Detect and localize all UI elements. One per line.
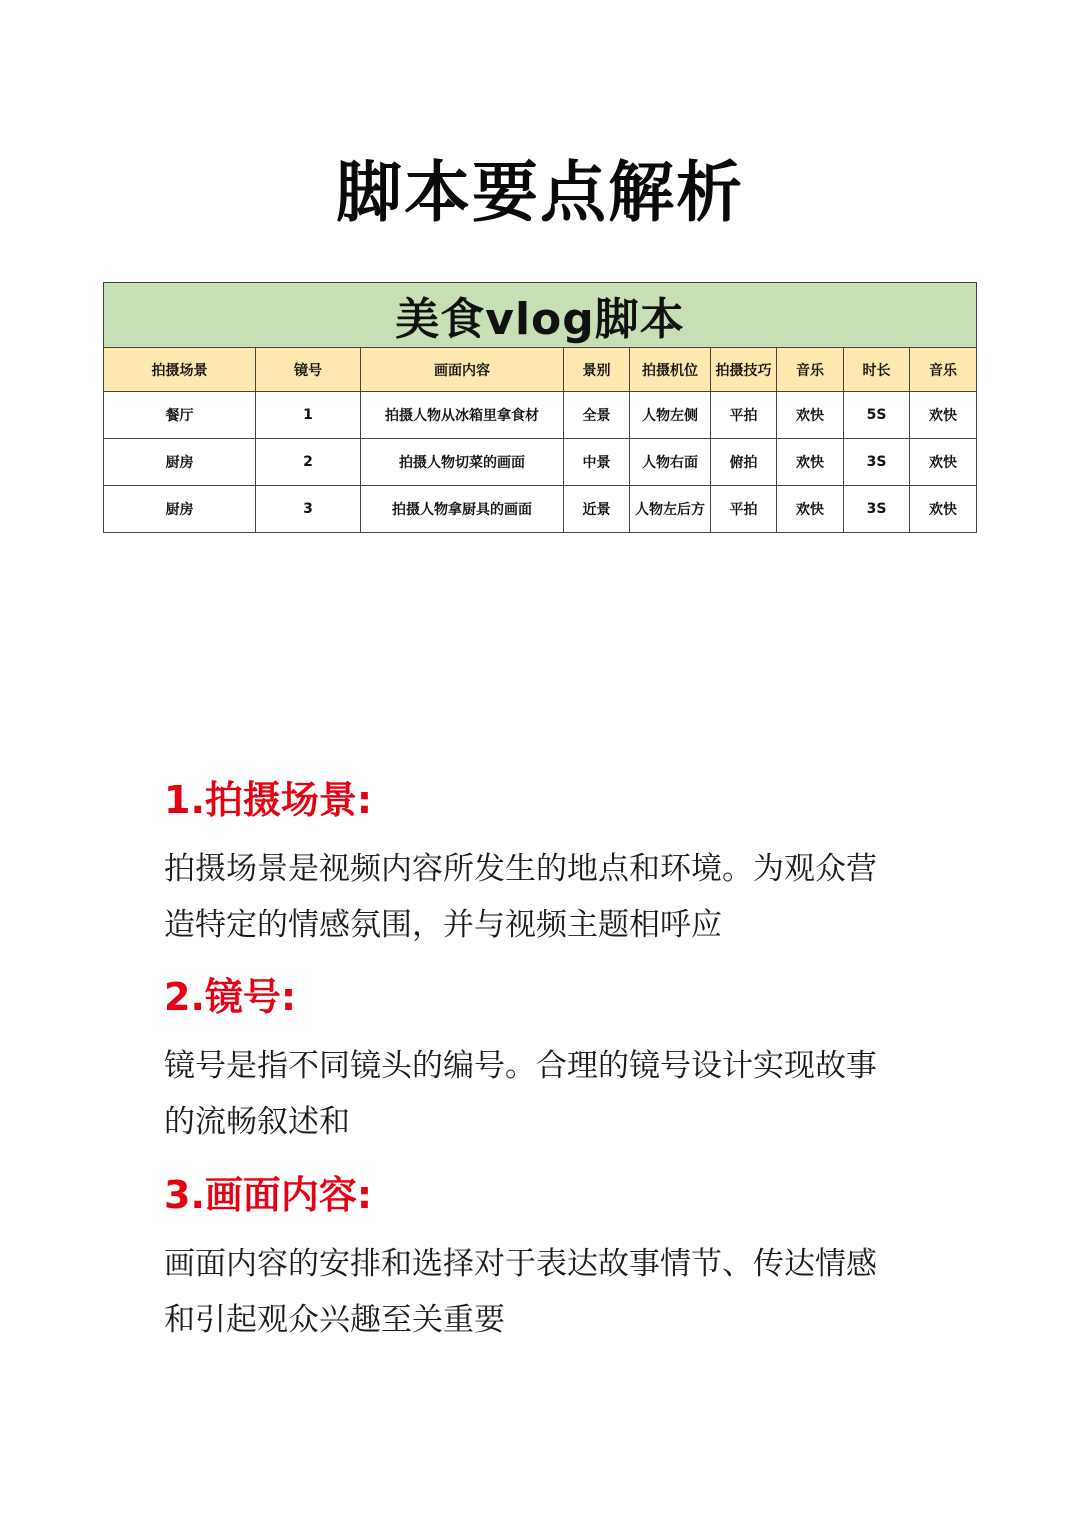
table-cell: 5S xyxy=(844,392,910,439)
table-cell: 俯拍 xyxy=(711,439,777,486)
header-cell: 拍摄技巧 xyxy=(711,348,777,392)
table-row xyxy=(104,439,977,486)
table-cell: 拍摄人物拿厨具的画面 xyxy=(361,486,564,533)
table-row xyxy=(104,486,977,533)
page-title: 脚本要点解析 xyxy=(336,154,744,231)
table-cell: 欢快 xyxy=(910,439,977,486)
header-cell: 时长 xyxy=(844,348,910,392)
section-shot-number xyxy=(164,972,934,1150)
table-cell: 厨房 xyxy=(104,439,256,486)
script-table xyxy=(103,282,977,533)
table-cell: 拍摄人物切菜的画面 xyxy=(361,439,564,486)
table-title: 美食vlog脚本 xyxy=(104,283,977,348)
table-header-row xyxy=(104,348,977,392)
header-cell: 画面内容 xyxy=(361,348,564,392)
section-shooting-scene xyxy=(164,775,934,953)
table-cell: 平拍 xyxy=(711,392,777,439)
table-cell: 欢快 xyxy=(777,486,844,533)
section-body: 拍摄场景是视频内容所发生的地点和环境。为观众营 造特定的情感氛围，并与视频主题相呼应 xyxy=(164,851,877,943)
section-heading: 1.拍摄场景: xyxy=(164,778,373,822)
table-cell: 欢快 xyxy=(910,486,977,533)
section-body: 镜号是指不同镜头的编号。合理的镜号设计实现故事 的流畅叙述和 xyxy=(164,1048,877,1140)
table-cell: 人物右面 xyxy=(630,439,711,486)
header-cell: 拍摄场景 xyxy=(104,348,256,392)
table-cell: 全景 xyxy=(564,392,630,439)
header-cell: 镜号 xyxy=(256,348,361,392)
section-frame-content xyxy=(164,1170,934,1348)
header-cell: 音乐 xyxy=(777,348,844,392)
table-cell: 人物左后方 xyxy=(630,486,711,533)
table-cell: 3S xyxy=(844,439,910,486)
header-cell: 拍摄机位 xyxy=(630,348,711,392)
section-body: 画面内容的安排和选择对于表达故事情节、传达情感 和引起观众兴趣至关重要 xyxy=(164,1246,877,1338)
table-cell: 3S xyxy=(844,486,910,533)
table-cell: 2 xyxy=(256,439,361,486)
section-heading: 2.镜号: xyxy=(164,975,297,1019)
table-cell: 中景 xyxy=(564,439,630,486)
section-heading: 3.画面内容: xyxy=(164,1173,373,1217)
table-cell: 近景 xyxy=(564,486,630,533)
table-cell: 欢快 xyxy=(777,439,844,486)
header-cell: 音乐 xyxy=(910,348,977,392)
table-row xyxy=(104,392,977,439)
table-cell: 厨房 xyxy=(104,486,256,533)
header-cell: 景别 xyxy=(564,348,630,392)
table-cell: 欢快 xyxy=(910,392,977,439)
table-cell: 平拍 xyxy=(711,486,777,533)
table-cell: 人物左侧 xyxy=(630,392,711,439)
table-cell: 3 xyxy=(256,486,361,533)
table-cell: 拍摄人物从冰箱里拿食材 xyxy=(361,392,564,439)
table-cell: 1 xyxy=(256,392,361,439)
table-cell: 欢快 xyxy=(777,392,844,439)
table-cell: 餐厅 xyxy=(104,392,256,439)
